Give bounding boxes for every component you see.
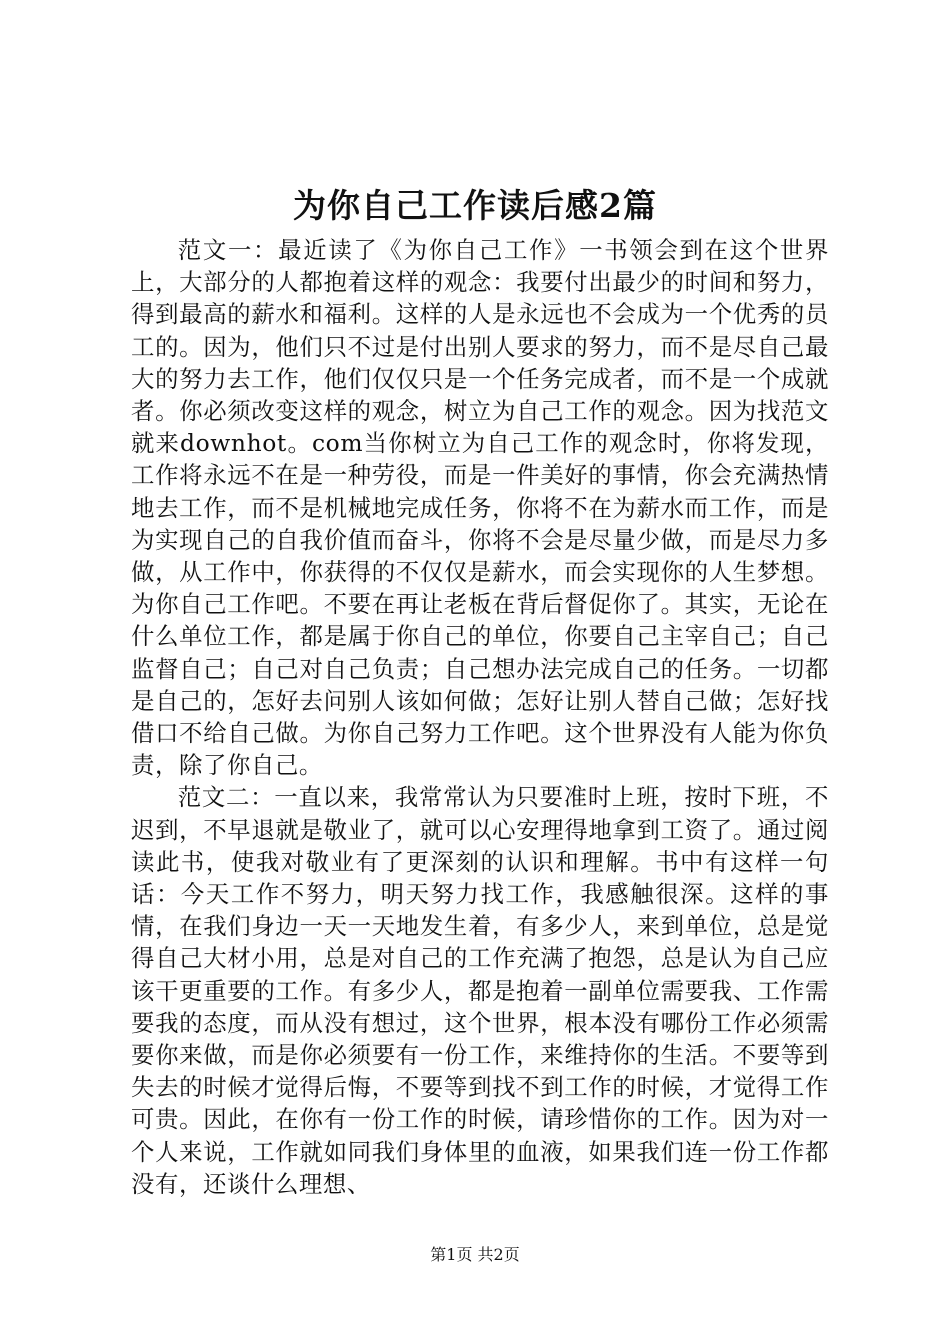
document-body <box>131 234 829 1200</box>
paragraph-essay-one: 范文一：最近读了《为你自己工作》一书领会到在这个世界上，大部分的人都抱着这样的观念：我要付出最少的时间和努力，得到最高的薪水和福利。这样的人是永远也不会成为一个优秀的员工的。因为，他们只不过是付出别人要求的努力，而不是尽自己最大的努力去工作，他们仅仅只是一个任务完成者，而不是一个成就者。你必须改变这样的观念，树立为自己工作的观念。因为找范文就来downhot。com当你树立为自己工作的观念时，你将发现，工作将永远不在是一种劳役，而是一件美好的事情，你会充满热情地去工作，而不是机械地完成任务，你将不在为薪水而工作，而是为实现自己的自我价值而奋斗，你将不会是尽量少做，而是尽力多做，从工作中，你获得的不仅仅是薪水，而会实现你的人生梦想。为你自己工作吧。不要在再让老板在背后督促你了。其实，无论在什么单位工作，都是属于你自己的单位，你要自己主宰自己；自己监督自己；自己对自己负责；自己想办法完成自己的任务。一切都是自己的，怎好去问别人该如何做；怎好让别人替自己做；怎好找借口不给自己做。为你自己努力工作吧。这个世界没有人能为你负责，除了你自己。 <box>131 236 829 780</box>
page-number-footer: 第1页 共2页 <box>430 1245 520 1264</box>
document-title: 为你自己工作读后感2篇 <box>293 186 657 225</box>
paragraph-essay-two: 范文二：一直以来，我常常认为只要准时上班，按时下班，不迟到，不早退就是敬业了，就可以心安理得地拿到工资了。通过阅读此书，使我对敬业有了更深刻的认识和理解。书中有这样一句话：今天工作不努力，明天努力找工作，我感触很深。这样的事情，在我们身边一天一天地发生着，有多少人，来到单位，总是觉得自己大材小用，总是对自己的工作充满了抱怨，总是认为自己应该干更重要的工作。有多少人，都是抱着一副单位需要我、工作需要我的态度，而从没有想过，这个世界，根本没有哪份工作必须需要你来做，而是你必须要有一份工作，来维持你的生活。不要等到失去的时候才觉得后悔，不要等到找不到工作的时候，才觉得工作可贵。因此，在你有一份工作的时候，请珍惜你的工作。因为对一个人来说，工作就如同我们身体里的血液，如果我们连一份工作都没有，还谈什么理想、 <box>131 783 829 1198</box>
